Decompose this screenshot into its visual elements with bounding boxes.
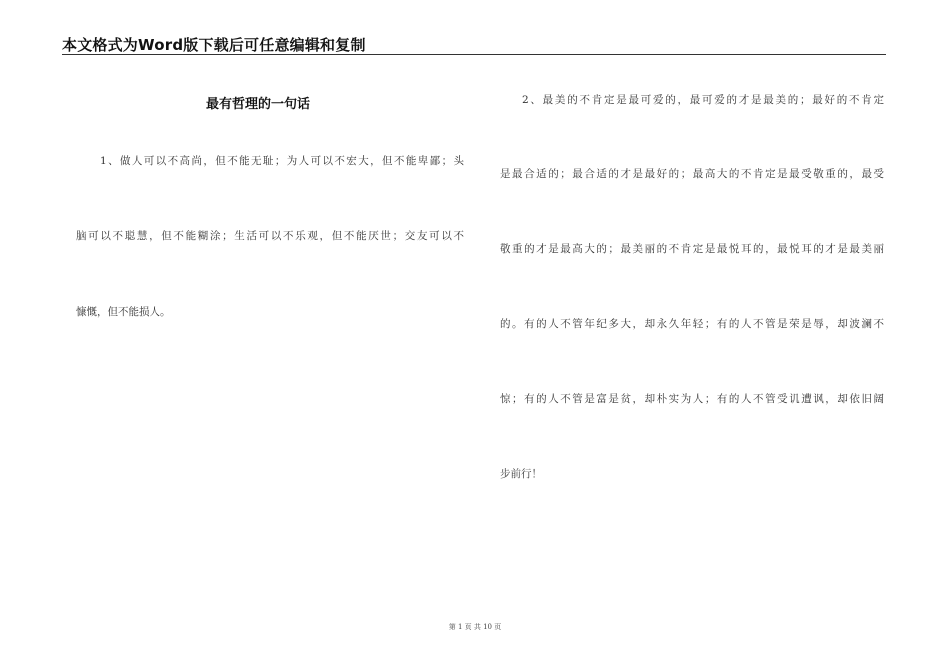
paragraph-2-line: 敬重的才是最高大的；最美丽的不肯定是最悦耳的，最悦耳的才是最美丽 [500, 243, 884, 255]
page-header [62, 34, 886, 55]
paragraph-2-line: 的。有的人不管年纪多大，却永久年轻；有的人不管是荣是辱，却波澜不 [500, 318, 884, 330]
paragraph-1-line: 脑可以不聪慧，但不能糊涂；生活可以不乐观，但不能厌世；交友可以不 [76, 230, 464, 242]
paragraph-2-line: 惊；有的人不管是富是贫，却朴实为人；有的人不管受讥遭讽，却依旧阔 [500, 393, 884, 405]
paragraph-1-line: 慷慨，但不能损人。 [76, 306, 171, 318]
paragraph-1-line: 1、做人可以不高尚，但不能无耻；为人可以不宏大，但不能卑鄙；头 [100, 155, 464, 167]
article-title: 最有哲理的一句话 [206, 97, 311, 112]
paragraph-2-line: 是最合适的；最合适的才是最好的；最高大的不肯定是最受敬重的，最受 [500, 168, 884, 180]
paragraph-2-line: 2、最美的不肯定是最可爱的，最可爱的才是最美的；最好的不肯定 [522, 94, 884, 106]
page-number: 第 1 页 共 10 页 [448, 623, 502, 631]
header-text: 本文格式为Word版下载后可任意编辑和复制 [62, 36, 366, 54]
paragraph-2-line: 步前行！ [500, 468, 542, 480]
